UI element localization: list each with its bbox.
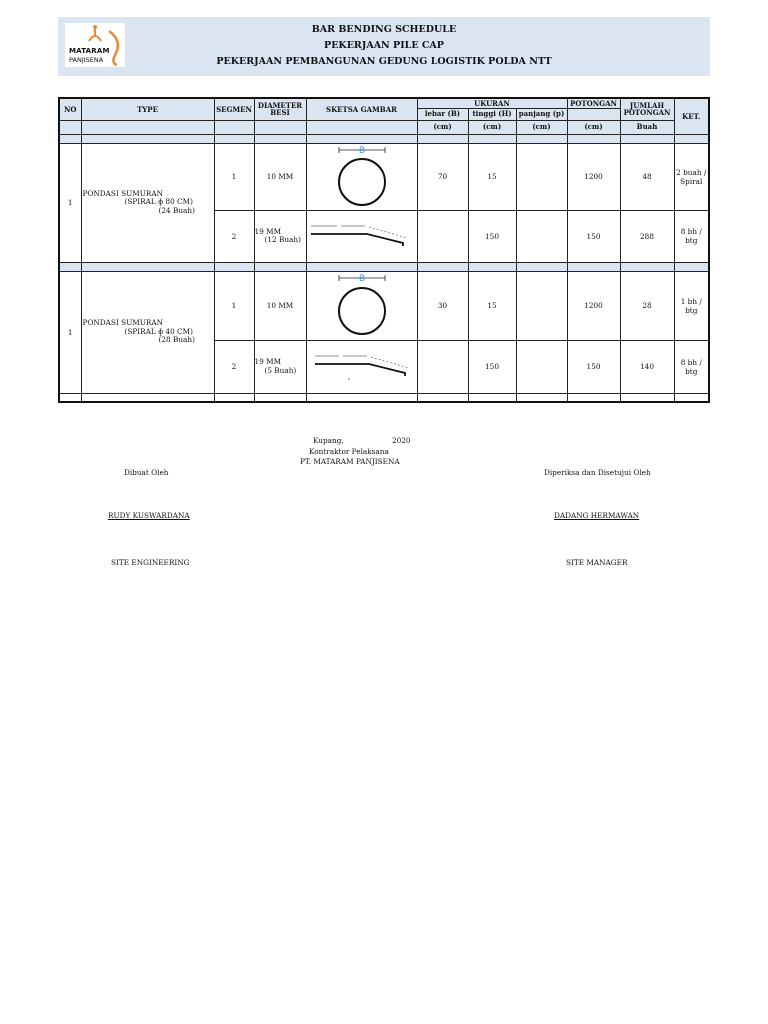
header-diameter: [254, 98, 306, 120]
row-diameter: [254, 340, 306, 393]
header-type: TYPE: [81, 98, 214, 120]
ket-line1: 8 bh /: [680, 357, 702, 367]
company-name: PT. MATARAM PANJISENA: [300, 457, 400, 466]
header-segmen: SEGMEN: [214, 98, 254, 120]
diameter-count: (5 Buah): [264, 365, 297, 375]
header-segmen-blank: [214, 120, 254, 134]
row-jumlah: 28: [620, 271, 674, 340]
header-lebar: lebar (B): [417, 108, 468, 120]
header-potongan: POTONGAN: [567, 98, 620, 108]
document-header: [58, 17, 710, 76]
sketch-spiral: [306, 143, 417, 210]
type-spiral: (SPIRAL ɸ 80 CM): [124, 197, 193, 207]
row-tinggi: 15: [468, 143, 516, 210]
row-diameter: [254, 210, 306, 262]
header-jumlah: [620, 98, 674, 120]
contractor-label: Kontraktor Pelaksana: [309, 447, 389, 456]
header-diameter-line2: BESI: [270, 108, 290, 118]
unit-lebar: (cm): [417, 120, 468, 134]
header-jumlah-line2: POTONGAN: [623, 108, 671, 118]
diameter-size: 19 MM: [254, 226, 282, 236]
bent-bar-sketch: [307, 349, 417, 383]
table-row: [59, 143, 709, 210]
signer-left-role: SITE ENGINEERING: [111, 558, 190, 567]
row-potongan: 1200: [567, 271, 620, 340]
row-ket: [674, 143, 709, 210]
unit-tinggi: (cm): [468, 120, 516, 134]
row-lebar: [417, 210, 468, 262]
sketch-bent-bar: [306, 210, 417, 262]
spiral-circle-sketch: [307, 272, 417, 338]
type-name: PONDASI SUMURAN: [82, 318, 164, 328]
type-count: (24 Buah): [158, 205, 195, 215]
row-segmen: 1: [214, 271, 254, 340]
sketch-spiral: [306, 271, 417, 340]
row-jumlah: 288: [620, 210, 674, 262]
row-lebar: [417, 340, 468, 393]
ket-line1: 8 bh /: [680, 227, 702, 236]
unit-potongan: (cm): [567, 120, 620, 134]
logo-text-mataram: MATARAM: [69, 47, 110, 55]
header-no: NO: [59, 98, 81, 120]
row-type: [81, 143, 214, 262]
type-spiral: (SPIRAL ɸ 40 CM): [124, 326, 193, 336]
ket-line2: Spiral: [680, 176, 703, 186]
row-no: 1: [59, 271, 81, 393]
row-diameter: 10 MM: [254, 143, 306, 210]
row-jumlah: 48: [620, 143, 674, 210]
header-diameter-blank: [254, 120, 306, 134]
sign-place: Kupang,: [313, 436, 344, 445]
doc-subtitle: PEKERJAAN PILE CAP: [324, 40, 444, 51]
row-panjang: [516, 340, 567, 393]
made-by-label: Dibuat Oleh: [124, 468, 169, 477]
row-ket: [674, 271, 709, 340]
row-diameter: 10 MM: [254, 271, 306, 340]
row-panjang: [516, 210, 567, 262]
project-title: PEKERJAAN PEMBANGUNAN GEDUNG LOGISTIK POLDA NTT: [216, 56, 552, 67]
header-ukuran: UKURAN: [417, 98, 567, 108]
row-segmen: 2: [214, 340, 254, 393]
row-tinggi: 150: [468, 210, 516, 262]
row-jumlah: 140: [620, 340, 674, 393]
row-potongan: 1200: [567, 143, 620, 210]
header-jumlah-line1: JUMLAH: [629, 100, 665, 110]
header-no-blank: [59, 120, 81, 134]
unit-jumlah: Buah: [620, 120, 674, 134]
bar-bending-table: [58, 97, 710, 403]
row-lebar: 30: [417, 271, 468, 340]
row-lebar: 70: [417, 143, 468, 210]
circle-label-b: B: [358, 273, 365, 284]
spiral-circle-sketch: [307, 144, 417, 208]
header-diameter-line1: DIAMETER: [257, 100, 303, 110]
sketch-bent-bar: [306, 340, 417, 393]
approved-by-label: Diperiksa dan Disetujui Oleh: [544, 468, 651, 477]
header-panjang: panjang (p): [516, 108, 567, 120]
row-type: [81, 271, 214, 393]
row-panjang: [516, 143, 567, 210]
diameter-count: (12 Buah): [264, 235, 301, 244]
bent-bar-sketch: [307, 220, 417, 250]
diameter-size: 19 MM: [254, 357, 282, 367]
signer-right-name: DADANG HERMAWAN: [554, 511, 640, 520]
row-no: 1: [59, 143, 81, 262]
header-ket: KET.: [674, 98, 709, 134]
doc-title: BAR BENDING SCHEDULE: [311, 24, 457, 35]
row-tinggi: 15: [468, 271, 516, 340]
ket-line1: 2 buah /: [676, 167, 707, 177]
header-sketsa-blank: [306, 120, 417, 134]
ket-line1: 1 bh /: [680, 296, 702, 306]
header-tinggi: tinggi (H): [468, 108, 516, 120]
circle-label-b: B: [358, 145, 365, 156]
header-type-blank: [81, 120, 214, 134]
row-tinggi: 150: [468, 340, 516, 393]
ket-line2: btg: [685, 366, 698, 376]
row-potongan: 150: [567, 340, 620, 393]
signer-left-name: RUDY KUSWARDANA: [108, 511, 190, 520]
type-name: PONDASI SUMURAN: [82, 188, 164, 198]
separator-row: [59, 134, 709, 143]
table-row: [59, 271, 709, 340]
row-segmen: 1: [214, 143, 254, 210]
row-ket: [674, 340, 709, 393]
row-segmen: 2: [214, 210, 254, 262]
ket-line2: btg: [685, 305, 698, 315]
row-ket: [674, 210, 709, 262]
type-count: (28 Buah): [158, 335, 195, 345]
logo-text-panjisena: PANJISENA: [69, 56, 104, 64]
ket-line2: btg: [685, 236, 698, 245]
table-row: [59, 393, 709, 402]
sign-year: 2020: [392, 436, 411, 445]
header-sketsa: SKETSA GAMBAR: [306, 98, 417, 120]
row-potongan: 150: [567, 210, 620, 262]
row-panjang: [516, 271, 567, 340]
header-potongan-blank: [567, 108, 620, 120]
separator-row: [59, 262, 709, 271]
unit-panjang: (cm): [516, 120, 567, 134]
signer-right-role: SITE MANAGER: [566, 558, 628, 567]
